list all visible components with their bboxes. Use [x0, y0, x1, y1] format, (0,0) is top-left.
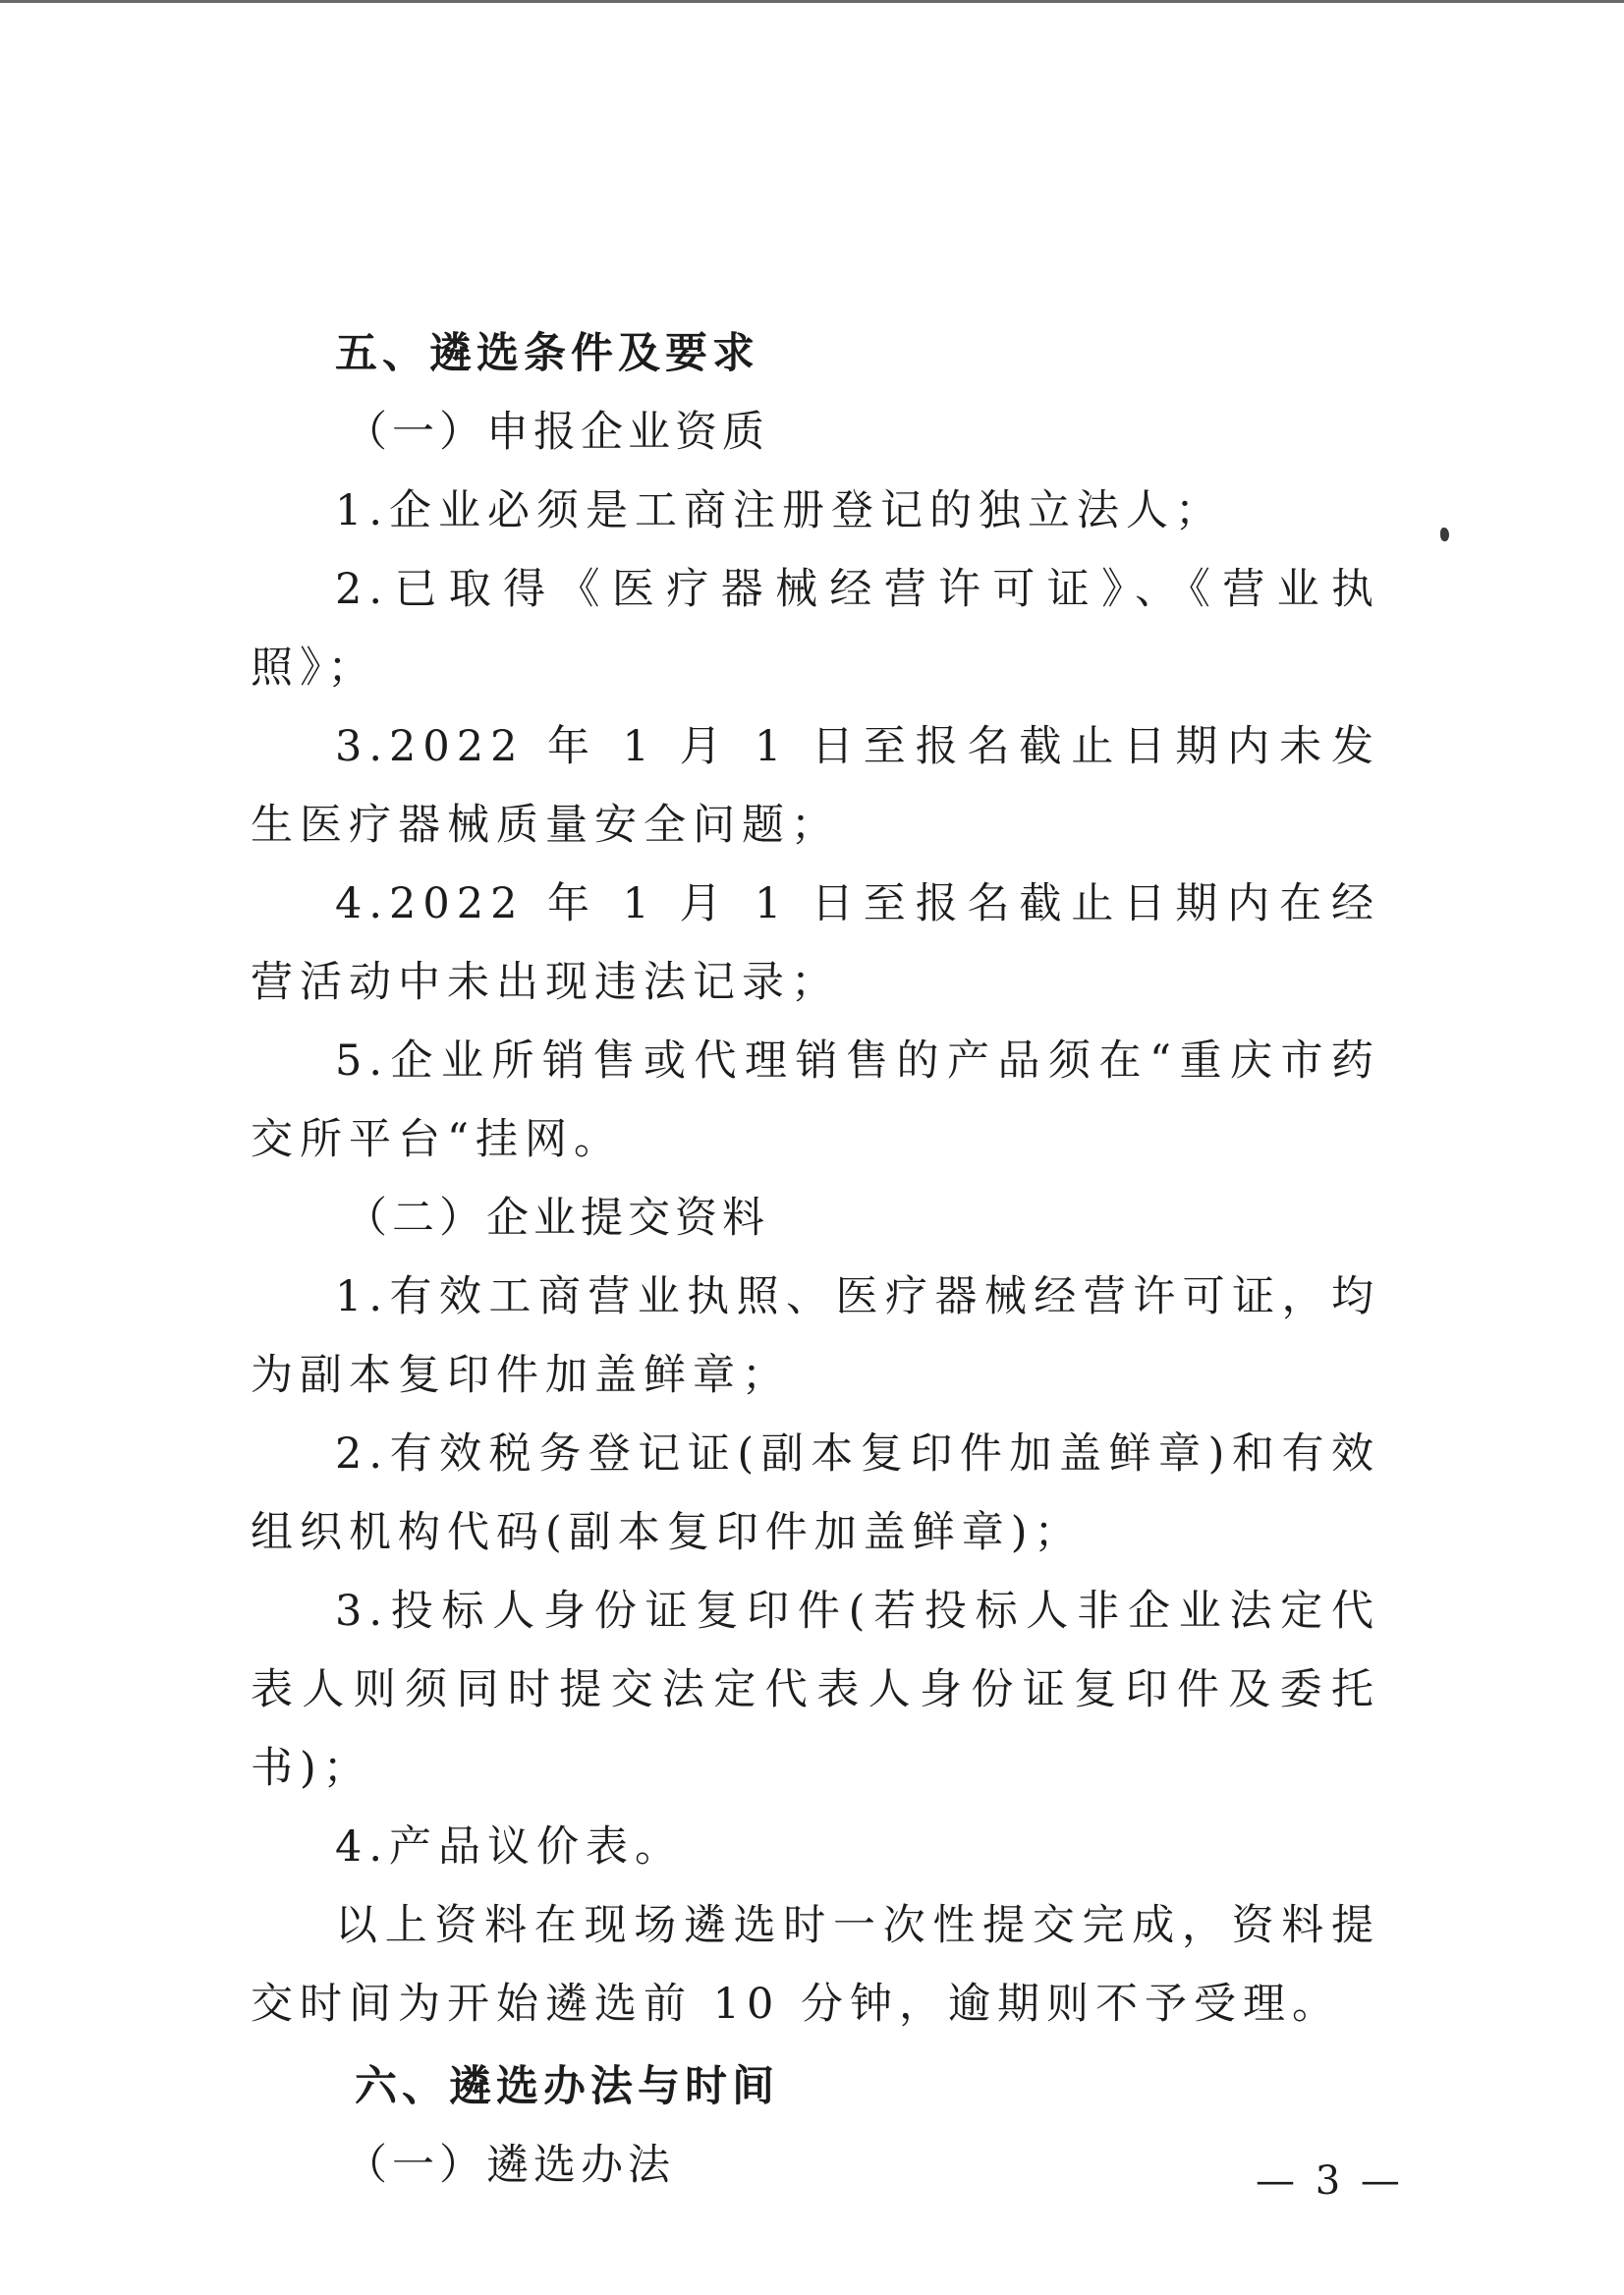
submission-item-3: 3.投标人身份证复印件(若投标人非企业法定代表人则须同时提交法定代表人身份证复印件及委托书)； [251, 1587, 1380, 1793]
page-number: — 3 — [1256, 2158, 1404, 2204]
section-5-heading: 五、遴选条件及要求 [335, 329, 759, 378]
subsection-2-heading: （二）企业提交资料 [345, 1194, 769, 1243]
qualification-item-1: 1.企业必须是工商注册登记的独立法人； [335, 486, 1225, 535]
submission-item-1: 1.有效工商营业执照、医疗器械经营许可证，均为副本复印件加盖鲜章； [251, 1272, 1380, 1400]
scan-speck [1440, 528, 1449, 541]
submission-item-4: 4.产品议价表。 [335, 1822, 685, 1872]
qualification-item-5: 5.企业所销售或代理销售的产品须在“重庆市药交所平台“挂网。 [251, 1036, 1380, 1164]
qualification-item-2: 2.已取得《医疗器械经营许可证》、《营业执照》； [251, 565, 1380, 693]
subsection-1-heading: （一）申报企业资质 [345, 408, 769, 457]
qualification-item-4: 4.2022 年 1 月 1 日至报名截止日期内在经营活动中未出现违法记录； [251, 879, 1380, 1007]
submission-note: 以上资料在现场遴选时一次性提交完成，资料提交时间为开始遴选前 10 分钟，逾期则不予受理。 [251, 1901, 1380, 2029]
section-6-subsection-1-heading: （一）遴选办法 [345, 2141, 675, 2190]
qualification-item-3: 3.2022 年 1 月 1 日至报名截止日期内未发生医疗器械质量安全问题； [251, 722, 1380, 850]
section-6-heading: 六、遴选办法与时间 [355, 2062, 779, 2111]
document-body [251, 314, 1380, 2205]
submission-item-2: 2.有效税务登记证(副本复印件加盖鲜章)和有效组织机构代码(副本复印件加盖鲜章)； [251, 1429, 1380, 1557]
scan-top-edge [0, 0, 1624, 3]
